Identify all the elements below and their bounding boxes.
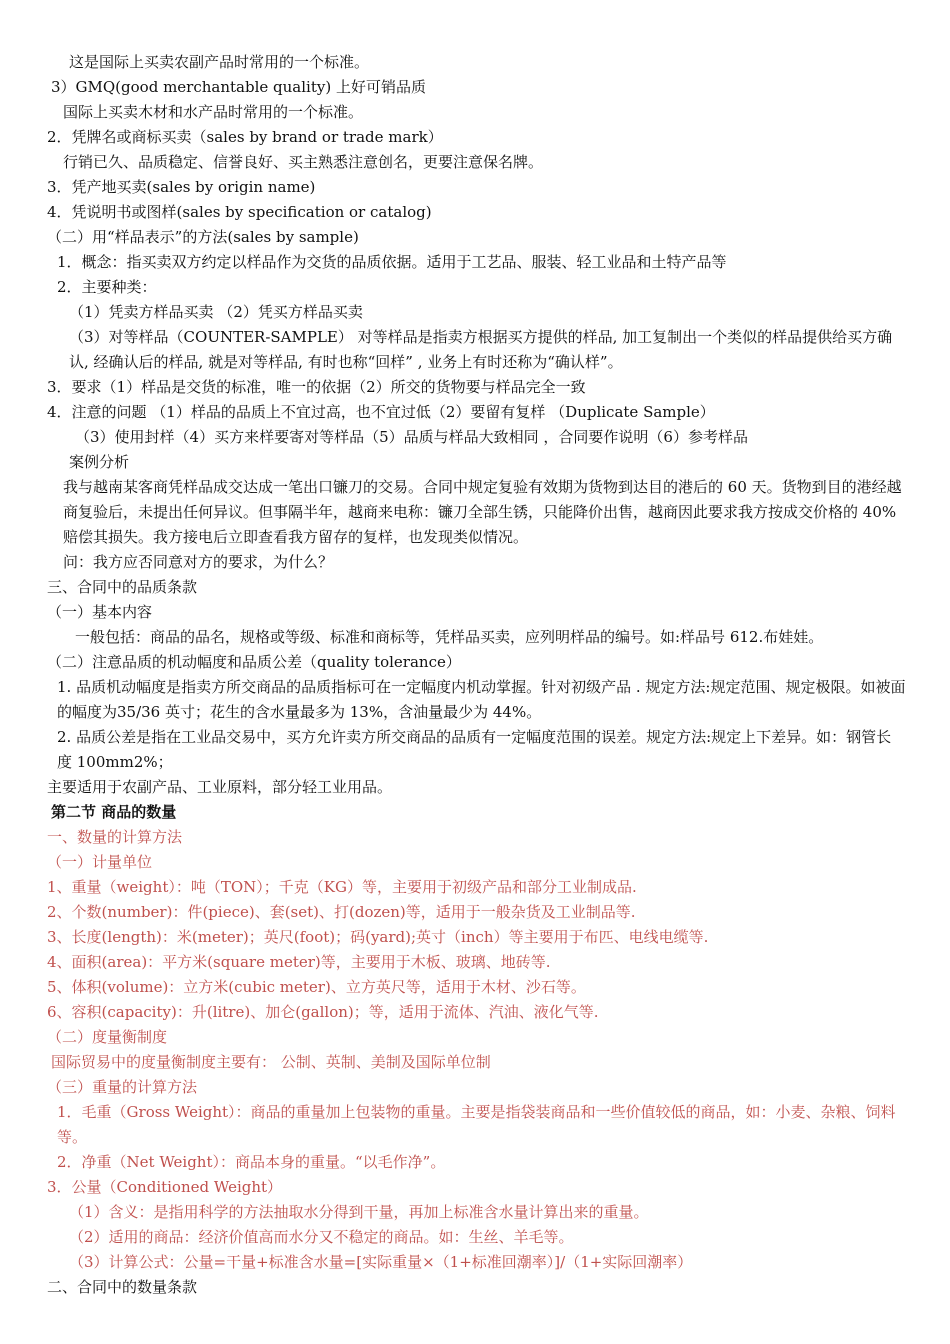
text-line: 行销已久、品质稳定、信誉良好、买主熟悉注意创名，更要注意保名牌。	[63, 153, 544, 171]
text-line: 2．凭牌名或商标买卖（sales by brand or trade mark）	[47, 128, 443, 146]
text-line: 6、容积(capacity)：升(litre)、加仑(gallon)；等，适用于流体、汽油、液化气等.	[47, 1003, 599, 1021]
text-line: 5、体积(volume)：立方米(cubic meter)、立方英尺等，适用于木材、沙石等。	[47, 978, 586, 996]
text-line: 一般包括：商品的品名，规格或等级、标准和商标等，凭样品买卖，应列明样品的编号。如:样品号 612.布娃娃。	[75, 628, 824, 646]
text-line: 我与越南某客商凭样品成交达成一笔出口镰刀的交易。合同中规定复验有效期为货物到达目的港后的 60 天。货物到目的港经越商复验后，未提出任何异议。但事隔半年，越商来电称：镰刀全部生锈，只能降价出售，越商因此要求我方按成交价格的 40%赔偿其损失。我方接电后立即查看我方留存的复样，也发现类似情况。	[63, 478, 902, 546]
text-line: （二）度量衡制度	[47, 1028, 168, 1046]
text-line: 一、数量的计算方法	[47, 828, 183, 846]
text-line: 1．毛重（Gross Weight）：商品的重量加上包装物的重量。主要是指袋装商品和一些价值较低的商品，如：小麦、杂粮、饲料等。	[57, 1103, 896, 1146]
text-line: 2．净重（Net Weight）：商品本身的重量。“以毛作净”。	[57, 1153, 446, 1171]
text-line: （二）注意品质的机动幅度和品质公差（quality tolerance）	[47, 653, 461, 671]
text-line: （3）对等样品（COUNTER-SAMPLE） 对等样品是指卖方根据买方提供的样品, 加工复制出一个类似的样品提供给买方确认, 经确认后的样品, 就是对等样品, 有时也称“回样” , 业务上有时还称为“确认样”。	[69, 328, 893, 371]
text-line: 3、长度(length)：米(meter)；英尺(foot)；码(yard);英寸（inch）等主要用于布匹、电线电缆等.	[47, 928, 709, 946]
text-line: 3．公量（Conditioned Weight）	[47, 1178, 283, 1196]
text-line: 国际贸易中的度量衡制度主要有： 公制、英制、美制及国际单位制	[51, 1053, 491, 1071]
text-line: 案例分析	[69, 453, 130, 471]
text-line: 4．凭说明书或图样(sales by specification or catalog)	[47, 203, 432, 221]
text-line: 2、个数(number)：件(piece)、套(set)、打(dozen)等，适用于一般杂货及工业制品等.	[47, 903, 636, 921]
text-line: （一）基本内容	[47, 603, 153, 621]
text-line: 三、合同中的品质条款	[47, 578, 198, 596]
text-line: 4．注意的问题 （1）样品的品质上不宜过高，也不宜过低（2）要留有复样 （Duplicate Sample）	[47, 403, 715, 421]
text-line: （3）计算公式：公量=干量+标准含水量=[实际重量×（1+标准回潮率）]/（1+实际回潮率）	[69, 1253, 693, 1271]
text-line: （一）计量单位	[47, 853, 153, 871]
text-line: 问：我方应否同意对方的要求，为什么？	[63, 553, 334, 571]
text-line: 2．主要种类：	[57, 278, 157, 296]
text-line: （3）使用封样（4）买方来样要寄对等样品（5）品质与样品大致相同 ，合同要作说明（6）参考样品	[75, 428, 748, 446]
text-line: （2）适用的商品：经济价值高而水分又不稳定的商品。如：生丝、羊毛等。	[69, 1228, 574, 1246]
text-line: 4、面积(area)：平方米(square meter)等，主要用于木板、玻璃、地砖等.	[47, 953, 551, 971]
text-line: （1）凭卖方样品买卖 （2）凭买方样品买卖	[69, 303, 363, 321]
text-line: 3．凭产地买卖(sales by origin name)	[47, 178, 316, 196]
text-line: 1. 品质机动幅度是指卖方所交商品的品质指标可在一定幅度内机动掌握。针对初级产品 . 规定方法:规定范围、规定极限。如被面的幅度为35/36 英寸；花生的含水量最多为 13%，含油量最少为 44%。	[57, 678, 906, 721]
text-line: 2. 品质公差是指在工业品交易中，买方允许卖方所交商品的品质有一定幅度范围的误差。规定方法:规定上下差异。如：钢管长度 100mm2%；	[57, 728, 892, 771]
text-line: 3．要求（1）样品是交货的标准，唯一的依据（2）所交的货物要与样品完全一致	[47, 378, 586, 396]
text-line: 1、重量（weight）：吨（TON）；千克（KG）等，主要用于初级产品和部分工业制成品.	[47, 878, 637, 896]
text-line: 3）GMQ(good merchantable quality) 上好可销品质	[51, 78, 426, 96]
text-line: （1）含义：是指用科学的方法抽取水分得到干量，再加上标准含水量计算出来的重量。	[69, 1203, 649, 1221]
text-line: 国际上买卖木材和水产品时常用的一个标准。	[63, 103, 364, 121]
section-heading: 第二节 商品的数量	[51, 803, 177, 821]
text-line: 1．概念：指买卖双方约定以样品作为交货的品质依据。适用于工艺品、服装、轻工业品和土特产品等	[57, 253, 727, 271]
text-line: 这是国际上买卖农副产品时常用的一个标准。	[69, 53, 370, 71]
text-line: 二、合同中的数量条款	[47, 1278, 198, 1296]
text-line: （二）用“样品表示”的方法(sales by sample)	[47, 228, 359, 246]
text-line: （三）重量的计算方法	[47, 1078, 198, 1096]
text-line: 主要适用于农副产品、工业原料，部分轻工业用品。	[47, 778, 393, 796]
